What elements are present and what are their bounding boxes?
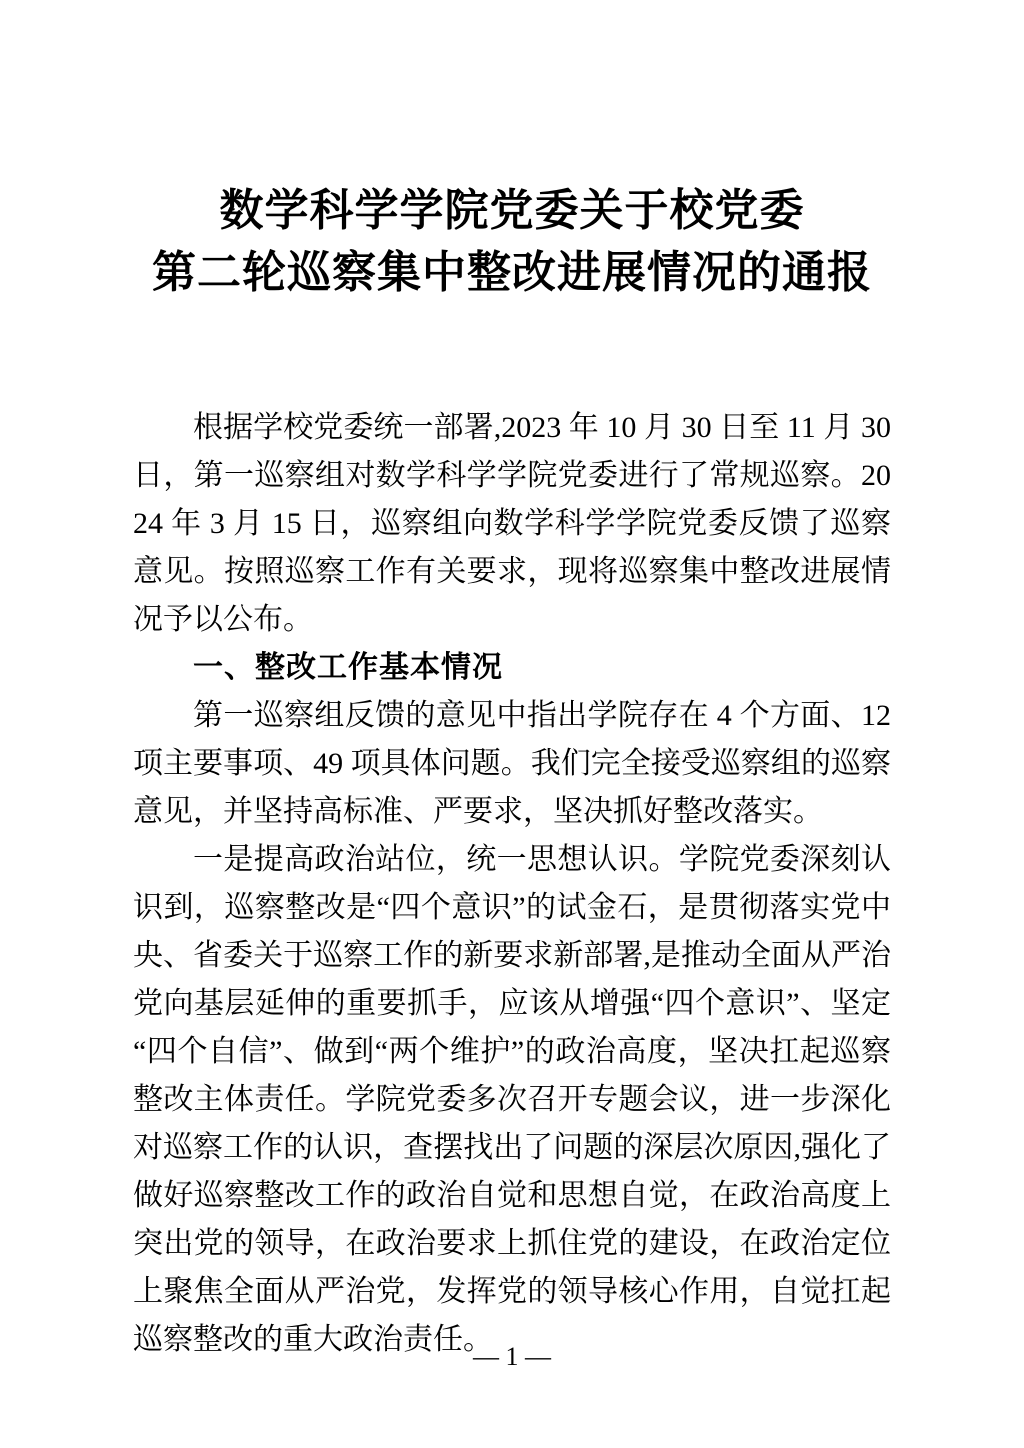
document-title-line-1: 数学科学学院党委关于校党委 bbox=[219, 186, 805, 235]
paragraph-intro: 根据学校党委统一部署,2023 年 10 月 30 日至 11 月 30 日，第一巡察组对数学科学学院党委进行了常规巡察。2024 年 3 月 15 日，巡察组向数学科学学院党委反馈了巡察意见。按照巡察工作有关要求，现将巡察集中整改进展情况予以公布。 bbox=[133, 411, 891, 636]
paragraph-lead-phrase: 一是提高政治站位，统一思想认识。 bbox=[193, 843, 679, 876]
document-title-line-2: 第二轮巡察集中整改进展情况的通报 bbox=[152, 248, 872, 297]
paragraph-feedback-summary: 第一巡察组反馈的意见中指出学院存在 4 个方面、12 项主要事项、49 项具体问题。我们完全接受巡察组的巡察意见，并坚持高标准、严要求，坚决抓好整改落实。 bbox=[133, 699, 891, 828]
paragraph-political-stance bbox=[133, 836, 891, 1364]
document-title bbox=[133, 180, 891, 304]
paragraph-body-text: 学院党委深刻认识到，巡察整改是“四个意识”的试金石，是贯彻落实党中央、省委关于巡察工作的新要求新部署,是推动全面从严治党向基层延伸的重要抓手，应该从增强“四个意识”、坚定“四个自信”、做到“两个维护”的政治高度，坚决扛起巡察整改主体责任。学院党委多次召开专题会议，进一步深化对巡察工作的认识，查摆找出了问题的深层次原因,强化了做好巡察整改工作的政治自觉和思想自觉，在政治高度上突出党的领导，在政治要求上抓住党的建设，在政治定位上聚焦全面从严治党，发挥党的领导核心作用，自觉扛起巡察整改的重大政治责任。 bbox=[133, 843, 892, 1356]
document-body bbox=[133, 404, 891, 1364]
page-number: — 1 — bbox=[473, 1342, 551, 1371]
document-content bbox=[133, 0, 891, 1364]
section-heading-1: 一、整改工作基本情况 bbox=[193, 651, 503, 684]
